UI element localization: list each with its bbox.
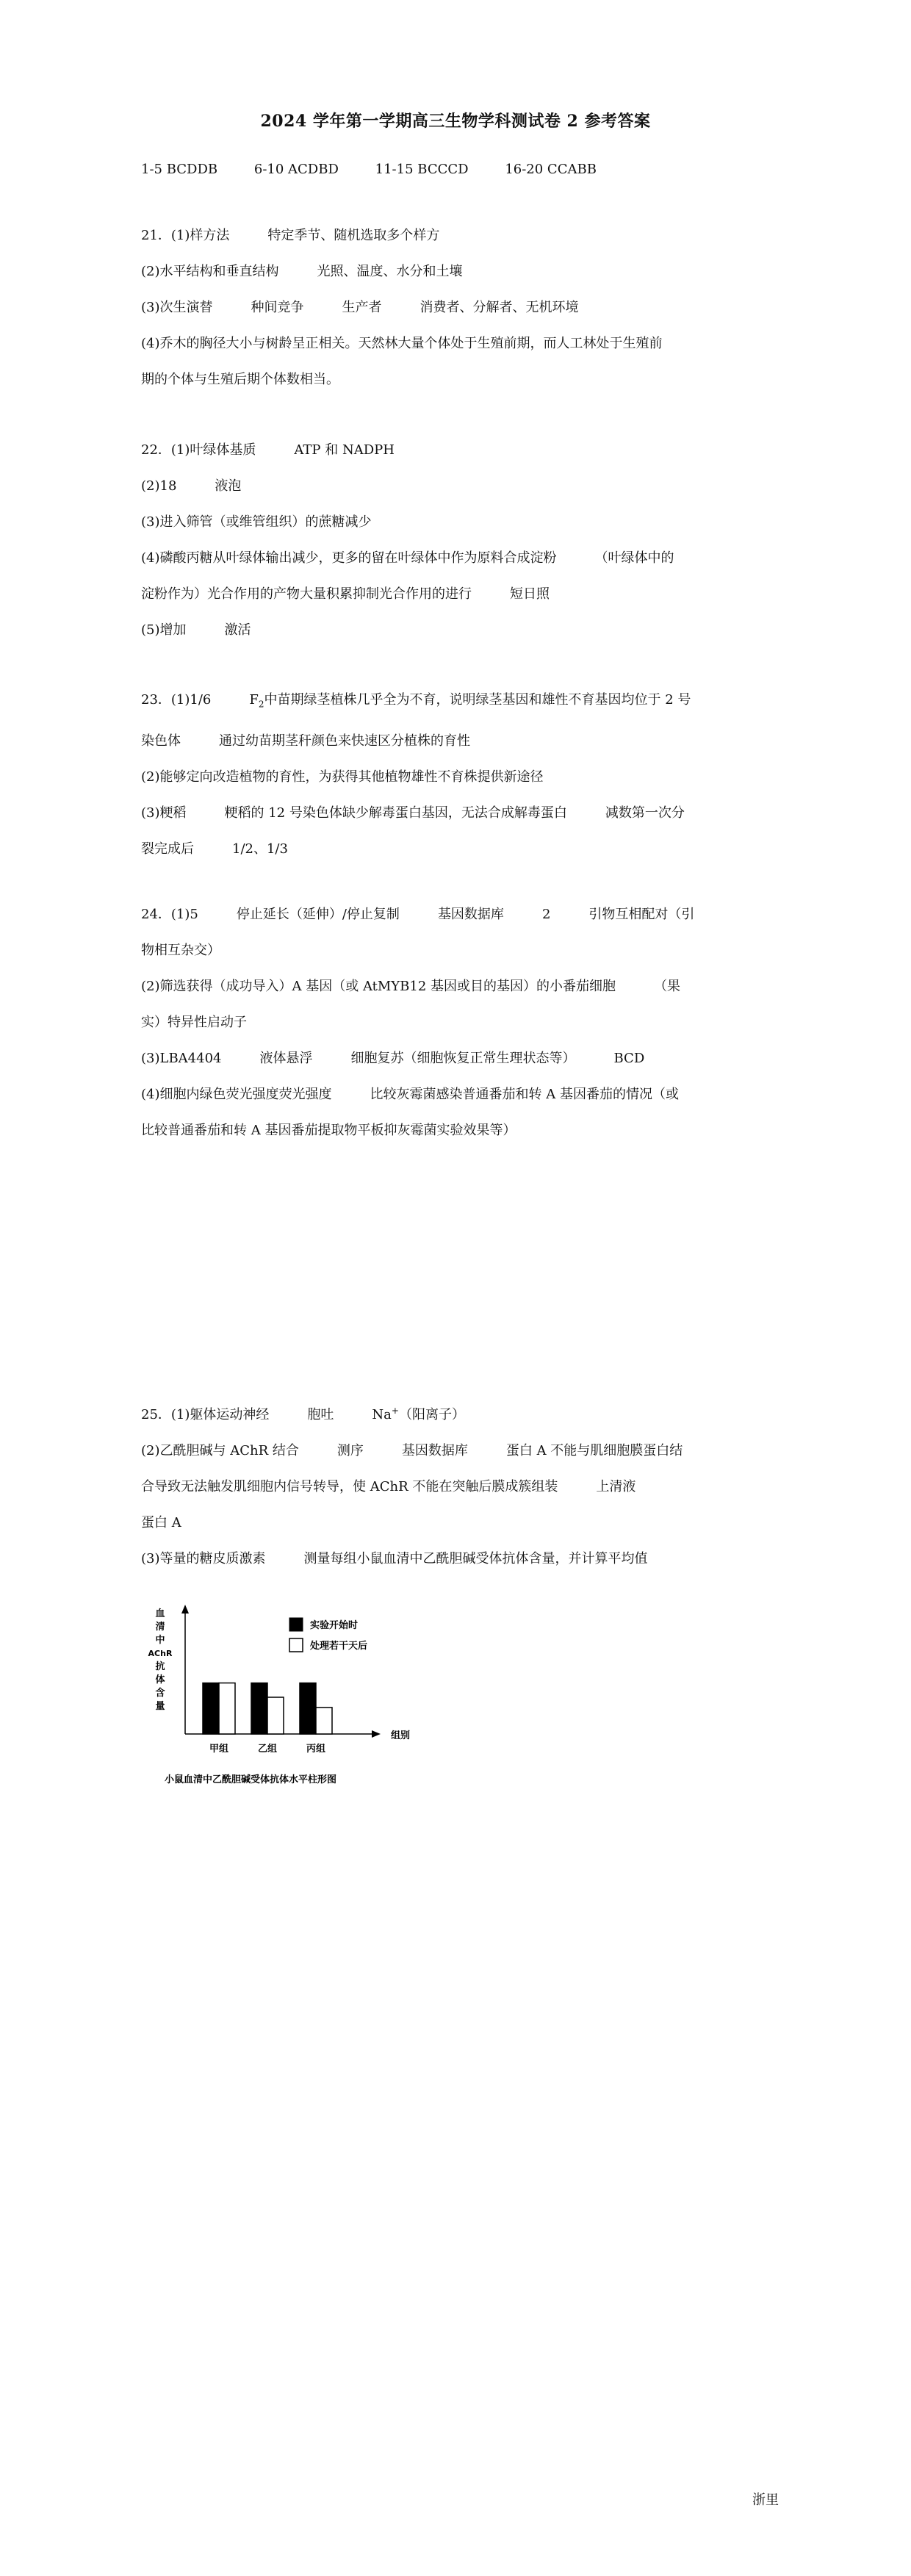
answer-group: 1-5 BCDDB [141, 162, 218, 177]
answer-text: 22．(1)叶绿体基质 [141, 442, 256, 458]
x-tick-label: 乙组 [257, 1744, 278, 1755]
bar-乙组-start [251, 1683, 267, 1734]
answer-text: 减数第一次分 [605, 805, 685, 821]
answer-text: 胞吐 [307, 1407, 334, 1422]
answer-line [141, 253, 782, 289]
page-title: 2024 学年第一学期高三生物学科测试卷 2 参考答案 [260, 112, 651, 131]
answer-text: 23．(1)1/6 [141, 692, 212, 708]
superscript: + [391, 1406, 399, 1416]
bar-甲组-start [203, 1683, 219, 1734]
answer-line [141, 576, 782, 612]
answer-text: 合导致无法触发肌细胞内信号转导，使 AChR 不能在突触后膜成簇组装 [141, 1479, 558, 1494]
answer-line: (4)乔木的胸径大小与树龄呈正相关。天然林大量个体处于生殖前期，而人工林处于生殖前 [141, 336, 663, 351]
answer-line: 期的个体与生殖后期个体数相当。 [141, 372, 339, 387]
answer-text: F [249, 692, 259, 708]
answer-text: 消费者、分解者、无机环境 [420, 300, 579, 315]
answer-text: 液体悬浮 [259, 1051, 313, 1066]
answer-text: 粳稻的 12 号染色体缺少解毒蛋白基因，无法合成解毒蛋白 [224, 805, 567, 821]
answer-text: 基因数据库 [437, 907, 504, 922]
legend-label-after: 处理若干天后 [310, 1641, 368, 1652]
answer-line [141, 1433, 782, 1469]
answer-text: 2 [541, 907, 551, 922]
answer-text: 24．(1)5 [141, 907, 198, 922]
answer-text: (2)18 [141, 478, 177, 494]
answer-line [141, 217, 782, 253]
answer-text: (4)磷酸丙糖从叶绿体输出减少，更多的留在叶绿体中作为原料合成淀粉 [141, 550, 557, 566]
choice-answers [141, 162, 629, 177]
bar-乙组-after [267, 1697, 284, 1734]
answer-line: 比较普通番茄和转 A 基因番茄提取物平板抑灰霉菌实验效果等） [141, 1123, 516, 1138]
answer-text: (3)次生演替 [141, 300, 213, 315]
legend-swatch-start [289, 1618, 303, 1631]
answer-text: 种间竞争 [251, 300, 304, 315]
answer-line [141, 612, 782, 648]
answer-line [141, 432, 782, 468]
answer-text: (3)粳稻 [141, 805, 187, 821]
answer-text: 1/2、1/3 [232, 841, 288, 857]
answer-line [141, 831, 782, 867]
answer-text: 25．(1)躯体运动神经 [141, 1407, 270, 1422]
answer-text: 测量每组小鼠血清中乙酰胆碱受体抗体含量，并计算平均值 [303, 1551, 648, 1566]
y-axis-label-char: 含 [155, 1688, 165, 1699]
answer-text: 中苗期绿茎植株几乎全为不育，说明绿茎基因和雄性不育基因均位于 2 号 [264, 692, 691, 708]
answer-line [141, 723, 782, 759]
y-axis-label-char: 血 [155, 1608, 165, 1619]
answer-text: （叶绿体中的 [594, 550, 674, 566]
answer-text: 测序 [336, 1443, 364, 1458]
question-24 [141, 896, 782, 1148]
bar-丙组-after [316, 1708, 332, 1734]
answer-text: 21．(1)样方法 [141, 228, 230, 243]
answer-text: (3)LBA4404 [141, 1051, 222, 1066]
answer-text: (2)筛选获得（成功导入）A 基因（或 AtMYB12 基因或目的基因）的小番茄细胞 [141, 979, 616, 994]
answer-group: 6-10 ACDBD [253, 162, 339, 177]
answer-text: 短日照 [510, 586, 550, 602]
answer-text: (2)水平结构和垂直结构 [141, 264, 279, 279]
answer-text: 染色体 [141, 733, 181, 749]
answer-text: (5)增加 [141, 622, 187, 638]
answer-text: 特定季节、随机选取多个样方 [267, 228, 440, 243]
y-axis-label-char: 量 [155, 1701, 165, 1712]
answer-line: 蛋白 A [141, 1515, 181, 1530]
answer-text: 基因数据库 [401, 1443, 468, 1458]
answer-line: (3)进入筛管（或维管组织）的蔗糖减少 [141, 514, 372, 530]
answer-line [141, 1040, 782, 1076]
y-axis-label-char: 中 [155, 1635, 165, 1646]
answer-text: 光照、温度、水分和土壤 [317, 264, 463, 279]
answer-line [141, 968, 782, 1004]
legend-label-start: 实验开始时 [310, 1620, 359, 1631]
y-axis-label-char: 清 [155, 1622, 165, 1633]
answer-line [141, 1541, 782, 1577]
answer-line [141, 540, 782, 576]
answer-text: 比较灰霉菌感染普通番茄和转 A 基因番茄的情况（或 [370, 1087, 679, 1102]
y-axis-label-char: AChR [148, 1649, 173, 1658]
answer-group: 16-20 CCABB [505, 162, 597, 177]
y-axis-label-char: 体 [155, 1674, 165, 1685]
answer-line [141, 1393, 782, 1433]
answer-text: 停止延长（延伸）/停止复制 [236, 907, 400, 922]
answer-text: 细胞复苏（细胞恢复正常生理状态等） [350, 1051, 576, 1066]
answer-line [141, 896, 782, 932]
answer-text: BCD [613, 1051, 645, 1066]
answer-text: （果 [654, 979, 681, 994]
bar-丙组-start [300, 1683, 316, 1734]
answer-line [141, 468, 782, 504]
answer-group: 11-15 BCCCD [375, 162, 469, 177]
answer-text: 淀粉作为）光合作用的产物大量积累抑制光合作用的进行 [141, 586, 472, 602]
footer-mark: 浙里 [752, 2492, 779, 2508]
answer-text: 上清液 [596, 1479, 636, 1494]
question-25 [141, 1393, 782, 1577]
answer-line: 物相互杂交） [141, 943, 220, 958]
answer-text: ATP 和 NADPH [294, 442, 395, 458]
x-tick-label: 甲组 [209, 1744, 229, 1755]
answer-text: （阳离子） [398, 1407, 465, 1422]
answer-text: Na [372, 1407, 392, 1422]
answer-text: 生产者 [342, 300, 382, 315]
answer-line [141, 289, 782, 325]
legend-swatch-after [289, 1638, 303, 1652]
answer-line: 实）特异性启动子 [141, 1015, 247, 1030]
chart-svg [140, 1602, 448, 1800]
answer-line [141, 795, 782, 831]
antibody-bar-chart [140, 1602, 448, 1800]
answer-text: 通过幼苗期茎秆颜色来快速区分植株的育性 [219, 733, 470, 749]
answer-line [141, 1469, 782, 1505]
bar-甲组-after [219, 1683, 235, 1734]
x-axis-label: 组别 [391, 1730, 411, 1741]
answer-text: (4)细胞内绿色荧光强度荧光强度 [141, 1087, 332, 1102]
y-axis-arrow [181, 1605, 189, 1613]
x-tick-label: 丙组 [306, 1744, 326, 1755]
answer-text: 液泡 [215, 478, 242, 494]
answer-text: (2)乙酰胆碱与 AChR 结合 [141, 1443, 299, 1458]
x-axis-arrow [372, 1730, 381, 1738]
question-23 [141, 682, 782, 867]
answer-line [141, 682, 782, 723]
y-axis-label-char: 抗 [155, 1661, 165, 1672]
subscript: 2 [258, 699, 264, 710]
answer-text: 引物互相配对（引 [588, 907, 695, 922]
y-axis-label [148, 1608, 173, 1712]
answer-text: (3)等量的糖皮质激素 [141, 1551, 266, 1566]
answer-line [141, 1076, 782, 1112]
answer-text: 激活 [224, 622, 251, 638]
answer-line: (2)能够定向改造植物的育性，为获得其他植物雄性不育株提供新途径 [141, 769, 544, 785]
answer-text: 裂完成后 [141, 841, 194, 857]
question-21 [141, 217, 782, 397]
question-22 [141, 432, 782, 648]
chart-caption: 小鼠血清中乙酰胆碱受体抗体水平柱形图 [165, 1774, 337, 1785]
answer-text: 蛋白 A 不能与肌细胞膜蛋白结 [505, 1443, 683, 1458]
